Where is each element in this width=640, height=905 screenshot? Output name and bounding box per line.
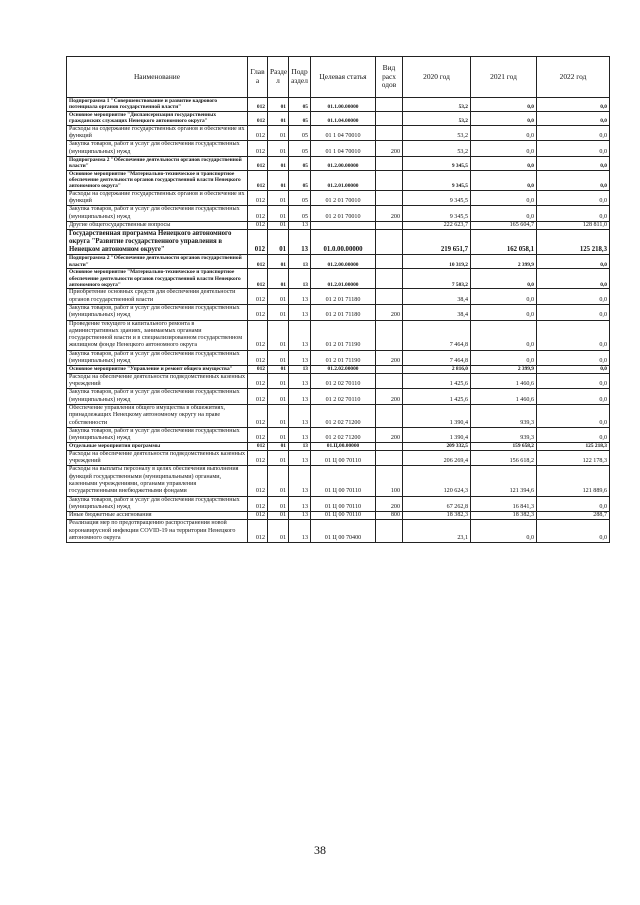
cell-razdel: 01 — [268, 111, 289, 125]
cell-2020: 38,4 — [403, 304, 471, 320]
cell-razdel: 01 — [268, 125, 289, 141]
header-glav: Глав а — [248, 57, 268, 98]
table-row — [67, 512, 610, 520]
cell-2020: 1 390,4 — [403, 427, 471, 443]
cell-podrazdel: 05 — [289, 111, 311, 125]
cell-podrazdel: 13 — [289, 269, 311, 289]
cell-2022: 125 218,3 — [537, 230, 610, 255]
cell-2020: 53,2 — [403, 141, 471, 157]
table-row — [67, 373, 610, 389]
cell-2020: 38,4 — [403, 289, 471, 305]
cell-glav: 012 — [248, 269, 268, 289]
table-row — [67, 125, 610, 141]
cell-2020: 67 262,8 — [403, 496, 471, 512]
cell-razdel: 01 — [268, 520, 289, 543]
table-row — [67, 427, 610, 443]
cell-glav: 012 — [248, 141, 268, 157]
table-row — [67, 520, 610, 543]
cell-name: Расходы на выплаты персоналу в целях обеспечения выполнения функций государственными (муниципальными) органами, казенными учреждениями, органами управления государственными внебюджетными фондами — [67, 466, 248, 496]
cell-2021: 0,0 — [471, 190, 537, 206]
cell-2021: 18 382,3 — [471, 512, 537, 520]
cell-glav: 012 — [248, 206, 268, 222]
cell-vid — [376, 190, 403, 206]
cell-2021: 2 399,9 — [471, 255, 537, 269]
header-2021: 2021 год — [471, 57, 537, 98]
header-vid: Вид расх одов — [376, 57, 403, 98]
cell-2022: 0,0 — [537, 366, 610, 373]
cell-statya: 01 2 02 70110 — [311, 373, 376, 389]
cell-2020: 1 425,6 — [403, 389, 471, 405]
cell-razdel: 01 — [268, 512, 289, 520]
cell-statya: 01.1.00.00000 — [311, 98, 376, 112]
cell-2022: 288,7 — [537, 512, 610, 520]
table-row — [67, 206, 610, 222]
cell-podrazdel: 13 — [289, 350, 311, 366]
cell-2021: 159 658,2 — [471, 443, 537, 450]
cell-statya: 01 2 01 70010 — [311, 190, 376, 206]
cell-glav: 012 — [248, 466, 268, 496]
table-row — [67, 98, 610, 112]
cell-2020: 1 425,6 — [403, 373, 471, 389]
cell-name: Отдельные мероприятия программы — [67, 443, 248, 450]
cell-glav: 012 — [248, 450, 268, 466]
cell-name: Приобретение основных средств для обеспечения деятельности органов государственной власти — [67, 289, 248, 305]
cell-2021: 0,0 — [471, 350, 537, 366]
cell-podrazdel: 13 — [289, 366, 311, 373]
cell-glav: 012 — [248, 496, 268, 512]
cell-name: Основное мероприятие "Управление и ремонт общего имущества" — [67, 366, 248, 373]
cell-2021: 0,0 — [471, 304, 537, 320]
cell-razdel: 01 — [268, 427, 289, 443]
cell-podrazdel: 05 — [289, 125, 311, 141]
cell-2022: 0,0 — [537, 190, 610, 206]
header-podrazdel: Подр аздел — [289, 57, 311, 98]
cell-2021: 162 058,1 — [471, 230, 537, 255]
cell-statya: 01 2 02 70110 — [311, 389, 376, 405]
header-2020: 2020 год — [403, 57, 471, 98]
cell-2020: 120 624,3 — [403, 466, 471, 496]
cell-statya: 01 1 04 70010 — [311, 125, 376, 141]
cell-2021: 0,0 — [471, 170, 537, 190]
cell-statya: 01.2.01.00000 — [311, 269, 376, 289]
cell-statya — [311, 222, 376, 230]
cell-statya: 01 1 04 70010 — [311, 141, 376, 157]
cell-2020: 9 345,5 — [403, 156, 471, 170]
cell-statya: 01.2.00.00000 — [311, 255, 376, 269]
cell-2020: 9 345,5 — [403, 206, 471, 222]
cell-glav: 012 — [248, 427, 268, 443]
cell-vid — [376, 320, 403, 350]
cell-vid: 200 — [376, 304, 403, 320]
cell-vid: 200 — [376, 427, 403, 443]
cell-razdel: 01 — [268, 320, 289, 350]
cell-podrazdel: 05 — [289, 98, 311, 112]
cell-2021: 0,0 — [471, 269, 537, 289]
cell-name: Закупка товаров, работ и услуг для обеспечения государственных (муниципальных) нужд — [67, 389, 248, 405]
cell-2022: 125 218,3 — [537, 443, 610, 450]
cell-glav: 012 — [248, 190, 268, 206]
table-row — [67, 450, 610, 466]
cell-podrazdel: 13 — [289, 520, 311, 543]
cell-2021: 0,0 — [471, 98, 537, 112]
cell-razdel: 01 — [268, 206, 289, 222]
cell-glav: 012 — [248, 304, 268, 320]
cell-name: Расходы на обеспечение деятельности подведомственных казенных учреждений — [67, 373, 248, 389]
cell-razdel: 01 — [268, 222, 289, 230]
cell-podrazdel: 13 — [289, 450, 311, 466]
cell-name: Другие общегосударственные вопросы — [67, 222, 248, 230]
cell-2021: 1 460,6 — [471, 389, 537, 405]
cell-podrazdel: 13 — [289, 289, 311, 305]
cell-razdel: 01 — [268, 404, 289, 427]
table-row — [67, 111, 610, 125]
cell-name: Расходы на обеспечение деятельности подведомственных казенных учреждений — [67, 450, 248, 466]
cell-podrazdel: 05 — [289, 190, 311, 206]
cell-2021: 0,0 — [471, 111, 537, 125]
header-2022: 2022 год — [537, 57, 610, 98]
cell-2022: 0,0 — [537, 170, 610, 190]
cell-2021: 939,3 — [471, 404, 537, 427]
cell-name: Основное мероприятие "Материально-техническое и транспортное обеспечение деятельности органов государственной власти Ненецкого автономного округа" — [67, 170, 248, 190]
cell-glav: 012 — [248, 512, 268, 520]
table-row — [67, 269, 610, 289]
cell-statya: 01.2.02.00000 — [311, 366, 376, 373]
cell-name: Закупка товаров, работ и услуг для обеспечения государственных (муниципальных) нужд — [67, 206, 248, 222]
budget-table — [66, 56, 610, 543]
cell-podrazdel: 05 — [289, 170, 311, 190]
cell-razdel: 01 — [268, 98, 289, 112]
cell-statya: 01 2 02 71200 — [311, 427, 376, 443]
cell-vid — [376, 373, 403, 389]
table-row — [67, 389, 610, 405]
cell-razdel: 01 — [268, 366, 289, 373]
table-row — [67, 141, 610, 157]
cell-razdel: 01 — [268, 190, 289, 206]
table-row — [67, 404, 610, 427]
cell-name: Расходы на содержание государственных органов и обеспечение их функций — [67, 190, 248, 206]
cell-name: Основное мероприятие "Материально-техническое и транспортное обеспечение деятельности органов государственной власти Ненецкого автономного округа" — [67, 269, 248, 289]
cell-2020: 1 390,4 — [403, 404, 471, 427]
cell-razdel: 01 — [268, 373, 289, 389]
cell-2020: 219 651,7 — [403, 230, 471, 255]
cell-2022: 122 178,3 — [537, 450, 610, 466]
cell-vid: 200 — [376, 389, 403, 405]
cell-podrazdel: 13 — [289, 255, 311, 269]
cell-razdel: 01 — [268, 304, 289, 320]
cell-vid — [376, 289, 403, 305]
cell-vid — [376, 269, 403, 289]
cell-razdel: 01 — [268, 269, 289, 289]
cell-statya: 01 Ц 00 70110 — [311, 496, 376, 512]
cell-podrazdel: 13 — [289, 320, 311, 350]
cell-name: Иные бюджетные ассигнования — [67, 512, 248, 520]
cell-vid — [376, 255, 403, 269]
cell-podrazdel: 13 — [289, 512, 311, 520]
table-row — [67, 255, 610, 269]
cell-podrazdel: 05 — [289, 141, 311, 157]
cell-2020: 7 464,8 — [403, 320, 471, 350]
cell-podrazdel: 13 — [289, 404, 311, 427]
cell-statya: 01 Ц 00 70110 — [311, 512, 376, 520]
cell-vid — [376, 230, 403, 255]
cell-razdel: 01 — [268, 170, 289, 190]
cell-glav: 012 — [248, 404, 268, 427]
table-row — [67, 156, 610, 170]
cell-2021: 165 604,7 — [471, 222, 537, 230]
cell-2022: 0,0 — [537, 289, 610, 305]
table-row — [67, 289, 610, 305]
cell-glav: 012 — [248, 255, 268, 269]
cell-glav: 012 — [248, 230, 268, 255]
cell-2020: 53,2 — [403, 111, 471, 125]
cell-glav: 012 — [248, 366, 268, 373]
cell-name: Закупка товаров, работ и услуг для обеспечения государственных (муниципальных) нужд — [67, 304, 248, 320]
cell-razdel: 01 — [268, 466, 289, 496]
cell-2022: 0,0 — [537, 496, 610, 512]
cell-2021: 1 460,6 — [471, 373, 537, 389]
cell-2020: 7 464,8 — [403, 350, 471, 366]
cell-podrazdel: 05 — [289, 206, 311, 222]
cell-2020: 206 269,4 — [403, 450, 471, 466]
cell-statya: 01.2.00.00000 — [311, 156, 376, 170]
cell-2021: 0,0 — [471, 520, 537, 543]
cell-podrazdel: 13 — [289, 496, 311, 512]
cell-2022: 0,0 — [537, 404, 610, 427]
cell-name: Закупка товаров, работ и услуг для обеспечения государственных (муниципальных) нужд — [67, 496, 248, 512]
cell-name: Государственная программа Ненецкого автономного округа "Развитие государственного управления в Ненецком автономном округе" — [67, 230, 248, 255]
cell-name: Закупка товаров, работ и услуг для обеспечения государственных (муниципальных) нужд — [67, 427, 248, 443]
cell-2022: 0,0 — [537, 304, 610, 320]
table-row — [67, 230, 610, 255]
cell-statya: 01.1.04.00000 — [311, 111, 376, 125]
cell-2020: 10 319,2 — [403, 255, 471, 269]
cell-vid: 100 — [376, 466, 403, 496]
cell-2020: 2 816,0 — [403, 366, 471, 373]
cell-2022: 0,0 — [537, 98, 610, 112]
table-row — [67, 443, 610, 450]
cell-razdel: 01 — [268, 350, 289, 366]
cell-2020: 53,2 — [403, 125, 471, 141]
table-row — [67, 350, 610, 366]
cell-2020: 222 623,7 — [403, 222, 471, 230]
cell-glav: 012 — [248, 373, 268, 389]
cell-2020: 9 345,5 — [403, 170, 471, 190]
cell-vid — [376, 366, 403, 373]
cell-2021: 0,0 — [471, 125, 537, 141]
cell-2020: 9 345,5 — [403, 190, 471, 206]
cell-name: Закупка товаров, работ и услуг для обеспечения государственных (муниципальных) нужд — [67, 350, 248, 366]
cell-razdel: 01 — [268, 443, 289, 450]
cell-statya: 01 2 01 70010 — [311, 206, 376, 222]
cell-2022: 0,0 — [537, 125, 610, 141]
cell-vid — [376, 156, 403, 170]
cell-2021: 121 394,6 — [471, 466, 537, 496]
cell-statya: 01 Ц 00 70110 — [311, 466, 376, 496]
cell-statya: 01 2 01 71190 — [311, 350, 376, 366]
cell-2022: 0,0 — [537, 373, 610, 389]
cell-statya: 01 2 01 71180 — [311, 289, 376, 305]
cell-vid — [376, 404, 403, 427]
cell-glav: 012 — [248, 170, 268, 190]
cell-vid — [376, 125, 403, 141]
cell-glav: 012 — [248, 320, 268, 350]
cell-name: Реализация мер по предотвращению распространения новой коронавирусной инфекции COVID-19 на территории Ненецкого автономного округа — [67, 520, 248, 543]
cell-2020: 7 503,2 — [403, 269, 471, 289]
cell-name: Закупка товаров, работ и услуг для обеспечения государственных (муниципальных) нужд — [67, 141, 248, 157]
cell-statya: 01 Ц 00 70110 — [311, 450, 376, 466]
cell-vid — [376, 222, 403, 230]
table-header-row — [67, 57, 610, 98]
cell-podrazdel: 13 — [289, 443, 311, 450]
cell-2021: 156 618,2 — [471, 450, 537, 466]
cell-razdel: 01 — [268, 156, 289, 170]
cell-vid: 200 — [376, 206, 403, 222]
cell-2022: 0,0 — [537, 156, 610, 170]
cell-glav: 012 — [248, 350, 268, 366]
cell-2020: 23,1 — [403, 520, 471, 543]
cell-statya: 01.Ц.00.00000 — [311, 443, 376, 450]
cell-glav: 012 — [248, 222, 268, 230]
cell-2022: 0,0 — [537, 255, 610, 269]
cell-glav: 012 — [248, 289, 268, 305]
cell-2022: 0,0 — [537, 206, 610, 222]
header-name: Наименование — [67, 57, 248, 98]
header-razdel: Разде л — [268, 57, 289, 98]
cell-vid: 200 — [376, 141, 403, 157]
table-row — [67, 190, 610, 206]
cell-statya: 01 2 01 71190 — [311, 320, 376, 350]
cell-name: Основное мероприятие "Диспансеризация государственных гражданских служащих Ненецкого автономного округа" — [67, 111, 248, 125]
cell-vid: 200 — [376, 496, 403, 512]
table-row — [67, 170, 610, 190]
cell-2022: 0,0 — [537, 320, 610, 350]
cell-vid — [376, 170, 403, 190]
cell-glav: 012 — [248, 389, 268, 405]
cell-2022: 0,0 — [537, 389, 610, 405]
cell-2020: 53,2 — [403, 98, 471, 112]
cell-vid — [376, 520, 403, 543]
cell-2022: 0,0 — [537, 350, 610, 366]
cell-statya: 01.0.00.00000 — [311, 230, 376, 255]
cell-2022: 128 811,0 — [537, 222, 610, 230]
page-number: 38 — [314, 843, 326, 857]
cell-2020: 209 332,5 — [403, 443, 471, 450]
cell-statya: 01.2.01.00000 — [311, 170, 376, 190]
cell-razdel: 01 — [268, 230, 289, 255]
cell-name: Подпрограмма 1 "Совершенствование и развитие кадрового потенциала органов государственной власти" — [67, 98, 248, 112]
cell-podrazdel: 13 — [289, 427, 311, 443]
table-row — [67, 466, 610, 496]
cell-statya: 01 Ц 00 70400 — [311, 520, 376, 543]
cell-statya: 01 2 02 71200 — [311, 404, 376, 427]
table-row — [67, 304, 610, 320]
cell-2020: 18 382,3 — [403, 512, 471, 520]
cell-2021: 16 841,3 — [471, 496, 537, 512]
cell-2021: 0,0 — [471, 320, 537, 350]
cell-razdel: 01 — [268, 255, 289, 269]
cell-glav: 012 — [248, 520, 268, 543]
cell-podrazdel: 13 — [289, 373, 311, 389]
cell-vid: 800 — [376, 512, 403, 520]
cell-2021: 939,3 — [471, 427, 537, 443]
cell-razdel: 01 — [268, 389, 289, 405]
table-row — [67, 366, 610, 373]
cell-podrazdel: 13 — [289, 230, 311, 255]
cell-name: Обеспечение управления общего имущества в обшежитиях, принадлежащих Ненецкому автономному округу на праве собственности — [67, 404, 248, 427]
cell-vid — [376, 111, 403, 125]
cell-name: Проведение текущего и капитального ремонта в административных зданиях, занимаемых органами государственной власти и в специализированном государственном жилищном фонде Ненецкого автономного округа — [67, 320, 248, 350]
budget-table-container — [66, 56, 609, 543]
cell-2021: 0,0 — [471, 141, 537, 157]
cell-glav: 012 — [248, 111, 268, 125]
cell-glav: 012 — [248, 125, 268, 141]
cell-podrazdel: 13 — [289, 304, 311, 320]
cell-2021: 0,0 — [471, 206, 537, 222]
cell-2022: 121 889,6 — [537, 466, 610, 496]
cell-vid: 200 — [376, 350, 403, 366]
cell-name: Подпрограмма 2 "Обеспечение деятельности органов государственной власти" — [67, 255, 248, 269]
cell-podrazdel: 13 — [289, 466, 311, 496]
cell-glav: 012 — [248, 98, 268, 112]
table-row — [67, 496, 610, 512]
cell-2021: 0,0 — [471, 289, 537, 305]
cell-razdel: 01 — [268, 289, 289, 305]
cell-razdel: 01 — [268, 141, 289, 157]
cell-razdel: 01 — [268, 496, 289, 512]
cell-name: Подпрограмма 2 "Обеспечение деятельности органов государственной власти" — [67, 156, 248, 170]
cell-statya: 01 2 01 71180 — [311, 304, 376, 320]
cell-podrazdel: 05 — [289, 156, 311, 170]
cell-vid — [376, 98, 403, 112]
cell-name: Расходы на содержание государственных органов и обеспечение их функций — [67, 125, 248, 141]
cell-podrazdel: 13 — [289, 389, 311, 405]
cell-vid — [376, 443, 403, 450]
cell-2022: 0,0 — [537, 269, 610, 289]
cell-2022: 0,0 — [537, 427, 610, 443]
cell-2022: 0,0 — [537, 111, 610, 125]
cell-2021: 2 399,9 — [471, 366, 537, 373]
cell-vid — [376, 450, 403, 466]
cell-2022: 0,0 — [537, 141, 610, 157]
cell-razdel: 01 — [268, 450, 289, 466]
cell-2021: 0,0 — [471, 156, 537, 170]
table-row — [67, 222, 610, 230]
cell-2022: 0,0 — [537, 520, 610, 543]
cell-glav: 012 — [248, 156, 268, 170]
header-statya: Целевая статья — [311, 57, 376, 98]
cell-podrazdel: 13 — [289, 222, 311, 230]
cell-glav: 012 — [248, 443, 268, 450]
table-row — [67, 320, 610, 350]
